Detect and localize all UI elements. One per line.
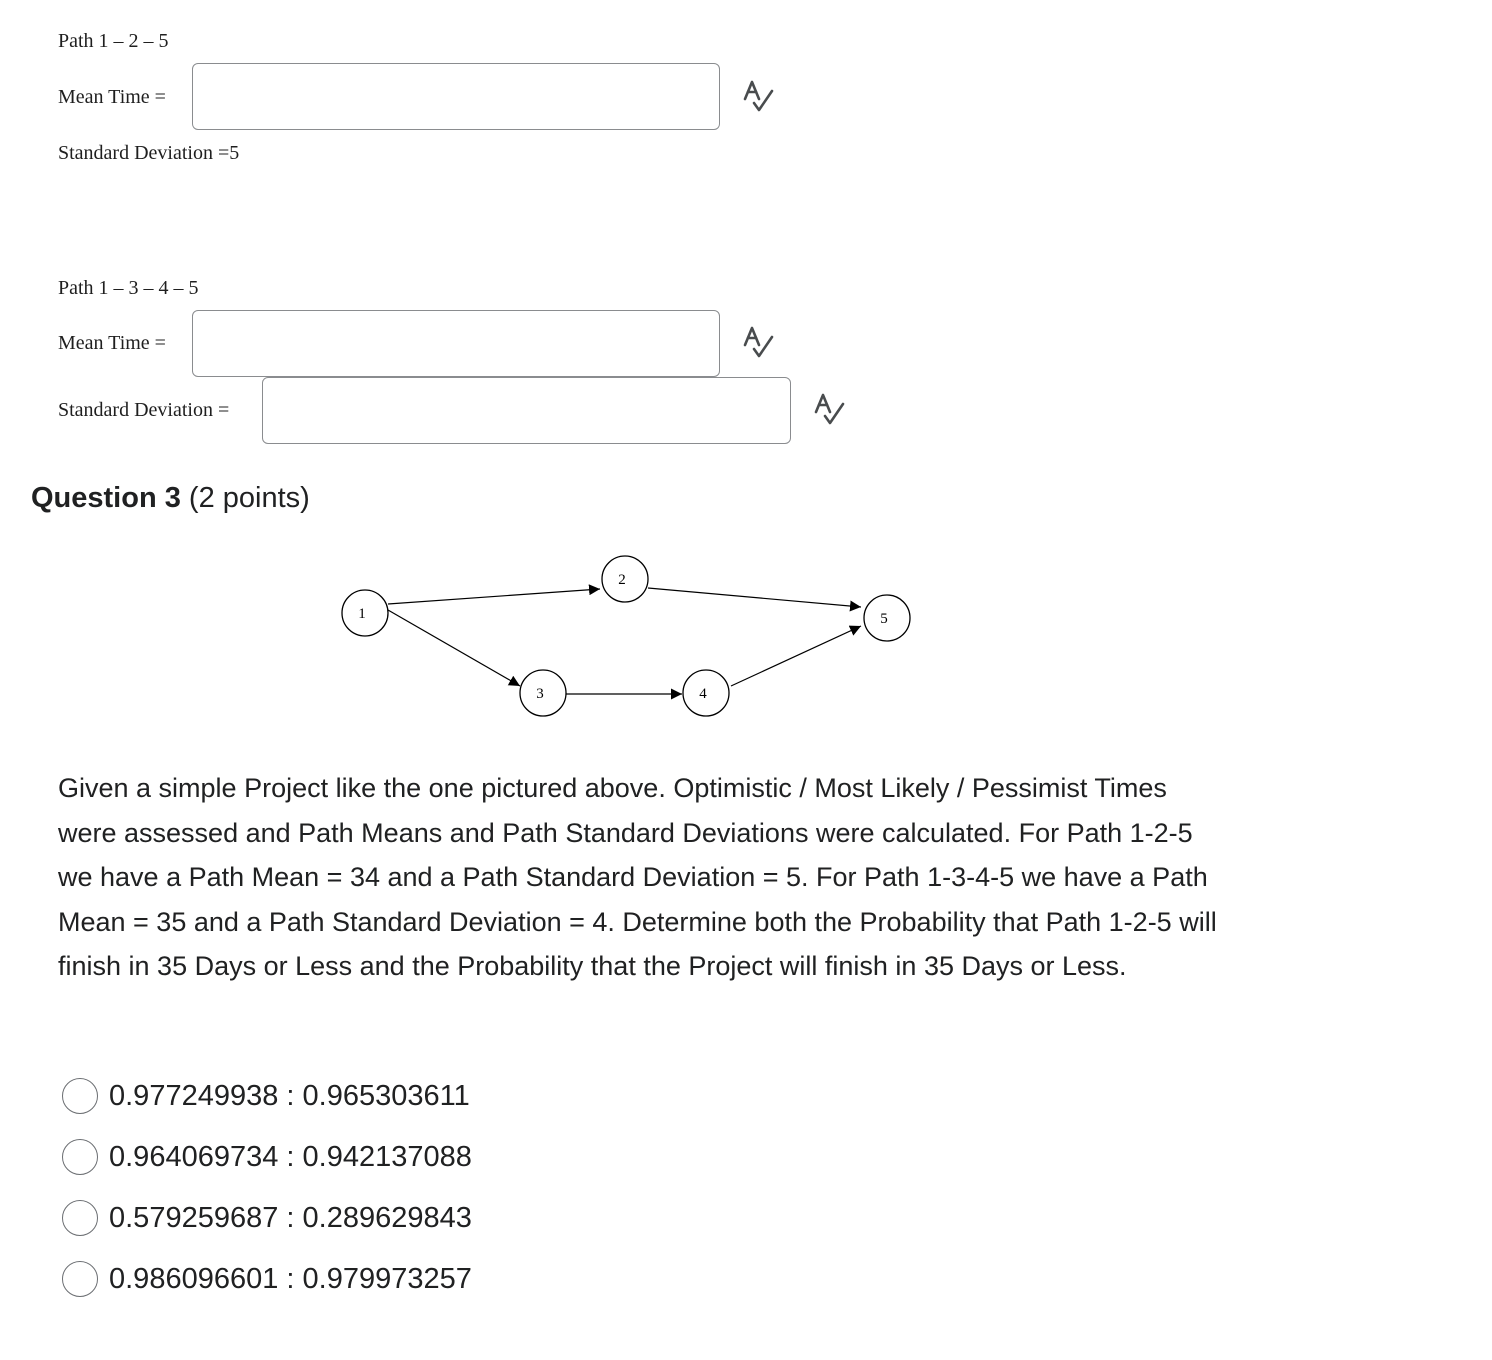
answer-option[interactable] bbox=[62, 1198, 472, 1238]
edge-1-2 bbox=[388, 589, 600, 604]
answer-option[interactable] bbox=[62, 1076, 470, 1116]
spell-check-icon[interactable] bbox=[740, 79, 776, 115]
spell-check-icon[interactable] bbox=[811, 392, 847, 428]
question-points: (2 points) bbox=[188, 482, 310, 514]
radio-button[interactable] bbox=[62, 1078, 98, 1114]
project-network-diagram bbox=[330, 545, 930, 725]
node-label-4: 4 bbox=[699, 686, 707, 702]
node-label-2: 2 bbox=[618, 572, 626, 588]
path-1-3-4-5-label: Path 1 – 3 – 4 – 5 bbox=[58, 277, 199, 299]
answer-option-label[interactable]: 0.579259687 : 0.289629843 bbox=[109, 1201, 472, 1234]
path-1-3-4-5-sd-label: Standard Deviation = bbox=[58, 399, 230, 421]
path-1-3-4-5-sd-input[interactable] bbox=[262, 377, 791, 444]
edge-4-5 bbox=[731, 626, 861, 686]
path-1-2-5-label: Path 1 – 2 – 5 bbox=[58, 30, 169, 52]
node-label-1: 1 bbox=[358, 606, 366, 622]
question-title: Question 3 bbox=[31, 482, 181, 514]
answer-option[interactable] bbox=[62, 1137, 472, 1177]
radio-button[interactable] bbox=[62, 1139, 98, 1175]
path-1-2-5-mean-input[interactable] bbox=[192, 63, 720, 130]
path-1-3-4-5-mean-label: Mean Time = bbox=[58, 332, 166, 354]
question-3-heading bbox=[31, 482, 310, 515]
answer-option[interactable] bbox=[62, 1259, 472, 1299]
question-stem: Given a simple Project like the one pictured above. Optimistic / Most Likely / Pessimist Times were assessed and Path Means and Path Standard Deviations were calculated. For Path 1-2-5 we have a Path Mean = 34 and a Path Standard Deviation = 5. For Path 1-3-4-5 we have a Path Mean = 35 and a Path Standard Deviation = 4. Determine both the Probability that Path 1-2-5 will finish in 35 Days or Less and the Probability that the Project will finish in 35 Days or Less. bbox=[58, 773, 1217, 982]
answer-option-label[interactable]: 0.964069734 : 0.942137088 bbox=[109, 1140, 472, 1173]
path-1-2-5-sd-label: Standard Deviation =5 bbox=[58, 142, 240, 164]
path-1-2-5-mean-label: Mean Time = bbox=[58, 86, 166, 108]
path-1-3-4-5-mean-input[interactable] bbox=[192, 310, 720, 377]
edge-2-5 bbox=[648, 588, 861, 607]
radio-button[interactable] bbox=[62, 1261, 98, 1297]
spell-check-icon[interactable] bbox=[740, 325, 776, 361]
node-label-5: 5 bbox=[880, 611, 888, 627]
node-label-3: 3 bbox=[536, 686, 544, 702]
answer-option-label[interactable]: 0.986096601 : 0.979973257 bbox=[109, 1262, 472, 1295]
radio-button[interactable] bbox=[62, 1200, 98, 1236]
edge-1-3 bbox=[388, 610, 520, 686]
answer-option-label[interactable]: 0.977249938 : 0.965303611 bbox=[109, 1079, 470, 1112]
